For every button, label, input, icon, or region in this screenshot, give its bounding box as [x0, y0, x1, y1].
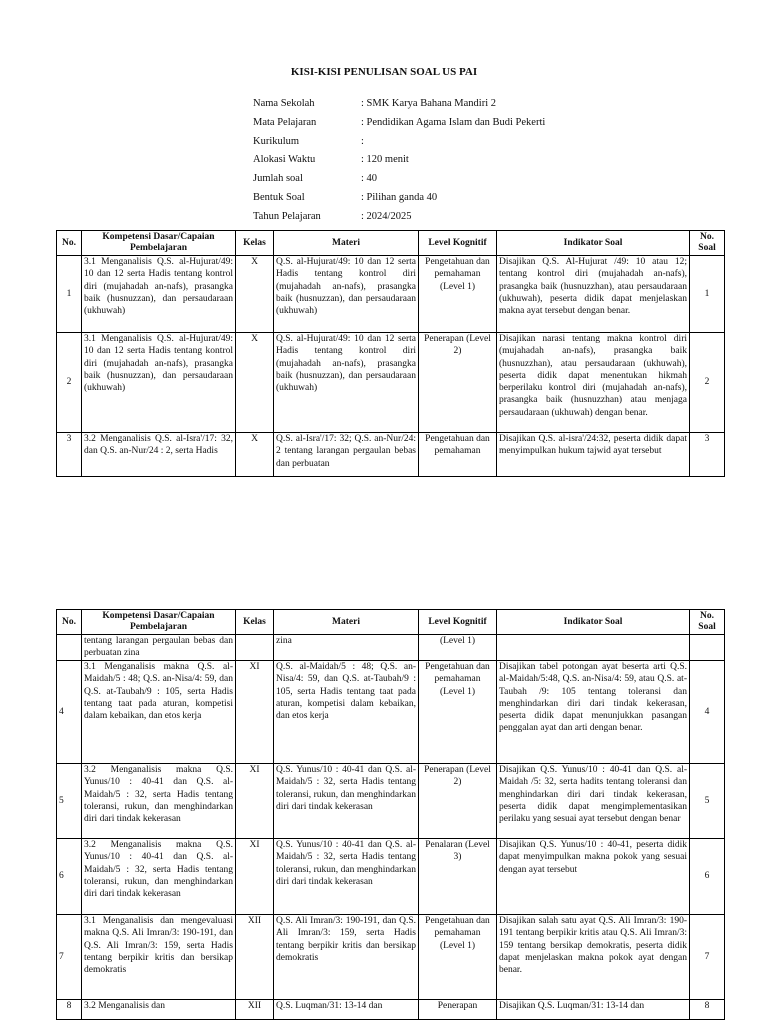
school-info — [253, 98, 545, 230]
cell-kelas — [236, 635, 274, 661]
meta-value: : 120 menit — [361, 154, 409, 166]
header-nosoal: No. Soal — [690, 231, 725, 256]
cell-indikator: Disajikan Q.S. Al-Hujurat /49: 10 atau 12; tentang kontrol diri (mujahadah an-nafs), prasangka baik (husnuzzhan), atau persaudaraan (ukhuwah), peserta didik dapat menjelaskan makna ayat tersebut dengan benar. — [497, 256, 690, 333]
meta-key: Alokasi Waktu — [253, 154, 316, 166]
cell-level: Pengetahuan dan pemahaman (Level 1) — [419, 915, 497, 1000]
table-row — [57, 915, 725, 1000]
header-level: Level Kognitif — [419, 610, 497, 635]
meta-key: Nama Sekolah — [253, 98, 315, 109]
header-kd: Kompetensi Dasar/Capaian Pembelajaran — [82, 231, 236, 256]
header-materi: Materi — [274, 610, 419, 635]
meta-row — [253, 136, 545, 155]
cell-kelas: X — [236, 256, 274, 333]
header-kd: Kompetensi Dasar/Capaian Pembelajaran — [82, 610, 236, 635]
cell-level: Pengetahuan dan pemahaman — [419, 433, 497, 477]
meta-row — [253, 211, 545, 230]
cell-nosoal: 7 — [690, 915, 725, 1000]
cell-kd: 3.1 Menganalisis dan mengevaluasi makna Q.S. Ali Imran/3: 190-191, dan Q.S. Ali Imran/3: 159, serta Hadis tentang berpikir kritis dan bersikap demokratis — [82, 915, 236, 1000]
grid-table-page-1 — [56, 230, 725, 477]
cell-no: 7 — [57, 915, 82, 1000]
cell-indikator: Disajikan Q.S. Luqman/31: 13-14 dan — [497, 1000, 690, 1020]
meta-key: Jumlah soal — [253, 173, 303, 185]
meta-value: : — [361, 135, 364, 147]
meta-key: Kurikulum — [253, 135, 300, 147]
cell-level: Penerapan — [419, 1000, 497, 1020]
header-nosoal: No. Soal — [690, 610, 725, 635]
cell-kelas: XII — [236, 1000, 274, 1020]
table-row — [57, 433, 725, 477]
table-header-row — [57, 231, 725, 256]
cell-kelas: X — [236, 333, 274, 433]
cell-materi: Q.S. Luqman/31: 13-14 dan — [274, 1000, 419, 1020]
cell-materi: Q.S. al-Hujurat/49: 10 dan 12 serta Hadis tentang kontrol diri (mujahadah an-nafs), prasangka baik (husnuzzan), dan persaudaraan (ukhuwah) — [274, 333, 419, 433]
cell-level: Pengetahuan dan pemahaman (Level 1) — [419, 256, 497, 333]
cell-kelas: XII — [236, 915, 274, 1000]
cell-kd: 3.2 Menganalisis dan — [82, 1000, 236, 1020]
cell-indikator: Disajikan narasi tentang makna kontrol diri (mujahadah an-nafs), prasangka baik (husnuzzhan), atau persaudaraan (ukhuwah), peserta didik dapat menentukan hikmah berperilaku kontrol diri (mujahadah an-nafs), prasangka baik (husnuzzhan) atau menjaga persaudaraan (ukhuwah) dengan benar. — [497, 333, 690, 433]
cell-indikator — [497, 635, 690, 661]
cell-no: 3 — [57, 433, 82, 477]
cell-nosoal: 6 — [690, 839, 725, 915]
cell-no: 1 — [57, 256, 82, 333]
meta-row — [253, 192, 545, 211]
table-header-row — [57, 610, 725, 635]
cell-kd: tentang larangan pergaulan bebas dan perbuatan zina — [82, 635, 236, 661]
table-row — [57, 256, 725, 333]
table-row — [57, 764, 725, 839]
meta-key: Bentuk Soal — [253, 191, 305, 203]
header-no: No. — [57, 610, 82, 635]
cell-kelas: XI — [236, 839, 274, 915]
cell-no: 6 — [57, 839, 82, 915]
cell-materi: Q.S. Yunus/10 : 40-41 dan Q.S. al-Maidah/5 : 32, serta Hadis tentang toleransi, rukun, dan menghindarkan diri dari tindak kekerasan — [274, 764, 419, 839]
cell-kd: 3.2 Menganalisis makna Q.S. Yunus/10 : 40-41 dan Q.S. al-Maidah/5 : 32, serta Hadis tentang toleransi, rukun, dan menghindarkan diri dari tindak kekerasan — [82, 839, 236, 915]
cell-kd: 3.2 Menganalisis Q.S. al-Isra'/17: 32, dan Q.S. an-Nur/24 : 2, serta Hadis — [82, 433, 236, 477]
cell-level: Penerapan (Level 2) — [419, 333, 497, 433]
cell-materi: Q.S. Yunus/10 : 40-41 dan Q.S. al-Maidah/5 : 32, serta Hadis tentang toleransi, rukun, dan menghindarkan diri dari tindak kekerasan — [274, 839, 419, 915]
cell-materi: zina — [274, 635, 419, 661]
header-no: No. — [57, 231, 82, 256]
cell-no: 2 — [57, 333, 82, 433]
cell-indikator: Disajikan tabel potongan ayat beserta arti Q.S. al-Maidah/5:48, Q.S. an-Nisa/4: 59, atau Q.S. at-Taubah /9: 105 tentang toleransi dan menghindarkan diri dari tindak kekerasan, peserta didik dapat menunjukkan pasangan penggalan ayat dan arti dengan benar. — [497, 661, 690, 764]
cell-kd: 3.1 Menganalisis Q.S. al-Hujurat/49: 10 dan 12 serta Hadis tentang kontrol diri (mujahadah an-nafs), prasangka baik (husnuzzan), dan persaudaraan (ukhuwah) — [82, 256, 236, 333]
meta-row — [253, 173, 545, 192]
header-level: Level Kognitif — [419, 231, 497, 256]
cell-nosoal: 8 — [690, 1000, 725, 1020]
cell-nosoal: 4 — [690, 661, 725, 764]
cell-level: Penalaran (Level 3) — [419, 839, 497, 915]
grid-table-page-2 — [56, 609, 725, 1020]
cell-indikator: Disajikan Q.S. al-isra'/24:32, peserta didik dapat menyimpulkan hukum tajwid ayat tersebut — [497, 433, 690, 477]
cell-kd: 3.1 Menganalisis makna Q.S. al-Maidah/5 : 48; Q.S. an-Nisa/4: 59, dan Q.S. at-Taubah/9 : 105, serta Hadis tentang taat pada aturan, kompetisi dalam kebaikan, dan etos kerja — [82, 661, 236, 764]
meta-value: : Pendidikan Agama Islam dan Budi Pekerti — [361, 116, 546, 128]
cell-no: 8 — [57, 1000, 82, 1020]
header-indikator: Indikator Soal — [497, 610, 690, 635]
cell-materi: Q.S. al-Maidah/5 : 48; Q.S. an-Nisa/4: 59, dan Q.S. at-Taubah/9 : 105, serta Hadis tentang taat pada aturan, kompetisi dalam kebaikan, dan etos kerja — [274, 661, 419, 764]
header-kelas: Kelas — [236, 610, 274, 635]
meta-value: : Pilihan ganda 40 — [361, 191, 438, 203]
cell-level: (Level 1) — [419, 635, 497, 661]
header-materi: Materi — [274, 231, 419, 256]
cell-nosoal: 2 — [690, 333, 725, 433]
meta-value: : 2024/2025 — [361, 210, 412, 222]
meta-key: Mata Pelajaran — [253, 116, 317, 128]
cell-materi: Q.S. al-Hujurat/49: 10 dan 12 serta Hadis tentang kontrol diri (mujahadah an-nafs), prasangka baik (husnuzzan), dan persaudaraan (ukhuwah) — [274, 256, 419, 333]
cell-kelas: XI — [236, 764, 274, 839]
cell-nosoal: 5 — [690, 764, 725, 839]
cell-level: Pengetahuan dan pemahaman (Level 1) — [419, 661, 497, 764]
cell-kelas: XI — [236, 661, 274, 764]
cell-nosoal — [690, 635, 725, 661]
table-row — [57, 839, 725, 915]
meta-value: : SMK Karya Bahana Mandiri 2 — [361, 98, 497, 109]
cell-level: Penerapan (Level 2) — [419, 764, 497, 839]
cell-materi: Q.S. al-Isra'/17: 32; Q.S. an-Nur/24: 2 tentang larangan pergaulan bebas dan perbuatan — [274, 433, 419, 477]
cell-kd: 3.1 Menganalisis Q.S. al-Hujurat/49: 10 dan 12 serta Hadis tentang kontrol diri (mujahadah an-nafs), prasangka baik (husnuzzan), dan persaudaraan (ukhuwah) — [82, 333, 236, 433]
cell-indikator: Disajikan salah satu ayat Q.S. Ali Imran/3: 190-191 tentang berpikir kritis atau Q.S. Ali Imran/3: 159 tentang bersikap demokratis, peserta didik dapat menjelaskan makna pokok ayat dengan benar. — [497, 915, 690, 1000]
meta-value: : 40 — [361, 173, 378, 185]
meta-row — [253, 154, 545, 173]
header-kelas: Kelas — [236, 231, 274, 256]
cell-no: 5 — [57, 764, 82, 839]
table-row — [57, 635, 725, 661]
meta-row — [253, 117, 545, 136]
table-row — [57, 333, 725, 433]
meta-row — [253, 98, 545, 117]
cell-nosoal: 1 — [690, 256, 725, 333]
table-row — [57, 1000, 725, 1020]
table-row — [57, 661, 725, 764]
document-title: KISI-KISI PENULISAN SOAL US PAI — [290, 66, 478, 78]
cell-nosoal: 3 — [690, 433, 725, 477]
cell-indikator: Disajikan Q.S. Yunus/10 : 40-41, peserta didik dapat menyimpulkan makna pokok yang sesuai dengan ayat tersebut — [497, 839, 690, 915]
cell-kelas: X — [236, 433, 274, 477]
cell-no — [57, 635, 82, 661]
meta-key: Tahun Pelajaran — [253, 210, 321, 222]
cell-no: 4 — [57, 661, 82, 764]
cell-kd: 3.2 Menganalisis makna Q.S. Yunus/10 : 40-41 dan Q.S. al-Maidah/5 : 32, serta Hadis tentang toleransi, rukun, dan menghindarkan diri dari tindak kekerasan — [82, 764, 236, 839]
cell-indikator: Disajikan Q.S. Yunus/10 : 40-41 dan Q.S. al-Maidah /5: 32, serta hadits tentang toleransi dan menghindarkan diri dari tindak kekerasan, peserta didik dapat mengimplementasikan perilaku yang sesuai ayat tersebut dengan benar — [497, 764, 690, 839]
cell-materi: Q.S. Ali Imran/3: 190-191, dan Q.S. Ali Imran/3: 159, serta Hadis tentang berpikir kritis dan bersikap demokratis — [274, 915, 419, 1000]
header-indikator: Indikator Soal — [497, 231, 690, 256]
